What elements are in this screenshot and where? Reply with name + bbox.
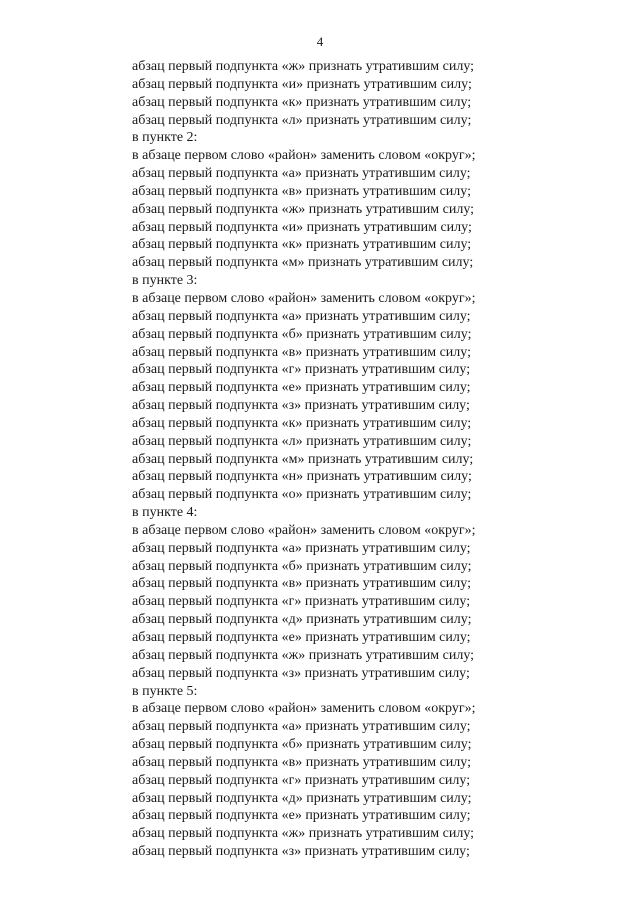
text-line: абзац первый подпункта «ж» признать утратившим силу; [132, 201, 475, 217]
text-line: абзац первый подпункта «г» признать утратившим силу; [132, 362, 471, 378]
text-line: абзац первый подпункта «б» признать утратившим силу; [132, 558, 472, 574]
text-line: абзац первый подпункта «к» признать утратившим силу; [132, 94, 472, 110]
document-body [132, 58, 532, 861]
text-line: абзац первый подпункта «г» признать утратившим силу; [132, 772, 471, 788]
section-heading: в пункте 4: [132, 505, 198, 521]
text-line: абзац первый подпункта «ж» признать утратившим силу; [132, 59, 475, 74]
text-line: абзац первый подпункта «з» признать утратившим силу; [132, 398, 470, 414]
text-line: абзац первый подпункта «д» признать утратившим силу; [132, 790, 472, 806]
text-line: абзац первый подпункта «к» признать утратившим силу; [132, 415, 472, 431]
text-line: в абзаце первом слово «район» заменить словом «округ»; [132, 522, 476, 538]
text-line: абзац первый подпункта «а» признать утратившим силу; [132, 308, 471, 324]
text-line: абзац первый подпункта «д» признать утратившим силу; [132, 612, 472, 628]
text-line: абзац первый подпункта «л» признать утратившим силу; [132, 433, 472, 449]
section-heading: в пункте 2: [132, 130, 198, 146]
text-line: в абзаце первом слово «район» заменить словом «округ»; [132, 701, 476, 717]
text-line: абзац первый подпункта «к» признать утратившим силу; [132, 237, 472, 253]
text-line: абзац первый подпункта «ж» признать утратившим силу; [132, 647, 475, 663]
text-line: абзац первый подпункта «е» признать утратившим силу; [132, 808, 471, 824]
section-heading: в пункте 5: [132, 683, 198, 699]
text-line: абзац первый подпункта «б» признать утратившим силу; [132, 737, 472, 753]
text-line: в абзаце первом слово «район» заменить словом «округ»; [132, 148, 476, 164]
text-line: абзац первый подпункта «з» признать утратившим силу; [132, 665, 470, 681]
text-line: абзац первый подпункта «и» признать утратившим силу; [132, 219, 472, 235]
text-line: абзац первый подпункта «ж» признать утратившим силу; [132, 826, 475, 842]
text-line: абзац первый подпункта «в» признать утратившим силу; [132, 754, 471, 770]
text-line: абзац первый подпункта «а» признать утратившим силу; [132, 166, 471, 182]
text-line: абзац первый подпункта «г» признать утратившим силу; [132, 594, 471, 610]
text-line: абзац первый подпункта «б» признать утратившим силу; [132, 326, 472, 342]
text-line: абзац первый подпункта «м» признать утратившим силу; [132, 451, 474, 467]
text-line: абзац первый подпункта «л» признать утратившим силу; [132, 112, 472, 128]
text-line: абзац первый подпункта «н» признать утратившим силу; [132, 469, 472, 485]
page-number: 4 [316, 34, 324, 49]
text-line: абзац первый подпункта «в» признать утратившим силу; [132, 183, 471, 199]
text-line: абзац первый подпункта «о» признать утратившим силу; [132, 487, 472, 503]
text-line: абзац первый подпункта «в» признать утратившим силу; [132, 576, 471, 592]
text-line: в абзаце первом слово «район» заменить словом «округ»; [132, 290, 476, 306]
text-line: абзац первый подпункта «е» признать утратившим силу; [132, 380, 471, 396]
text-line: абзац первый подпункта «е» признать утратившим силу; [132, 630, 471, 645]
text-line: абзац первый подпункта «а» признать утратившим силу; [132, 540, 471, 556]
section-heading: в пункте 3: [132, 273, 198, 289]
text-line: абзац первый подпункта «в» признать утратившим силу; [132, 344, 471, 360]
text-line: абзац первый подпункта «и» признать утратившим силу; [132, 76, 472, 92]
text-line: абзац первый подпункта «а» признать утратившим силу; [132, 719, 471, 735]
text-line: абзац первый подпункта «з» признать утратившим силу; [132, 844, 470, 860]
text-line: абзац первый подпункта «м» признать утратившим силу; [132, 255, 474, 271]
